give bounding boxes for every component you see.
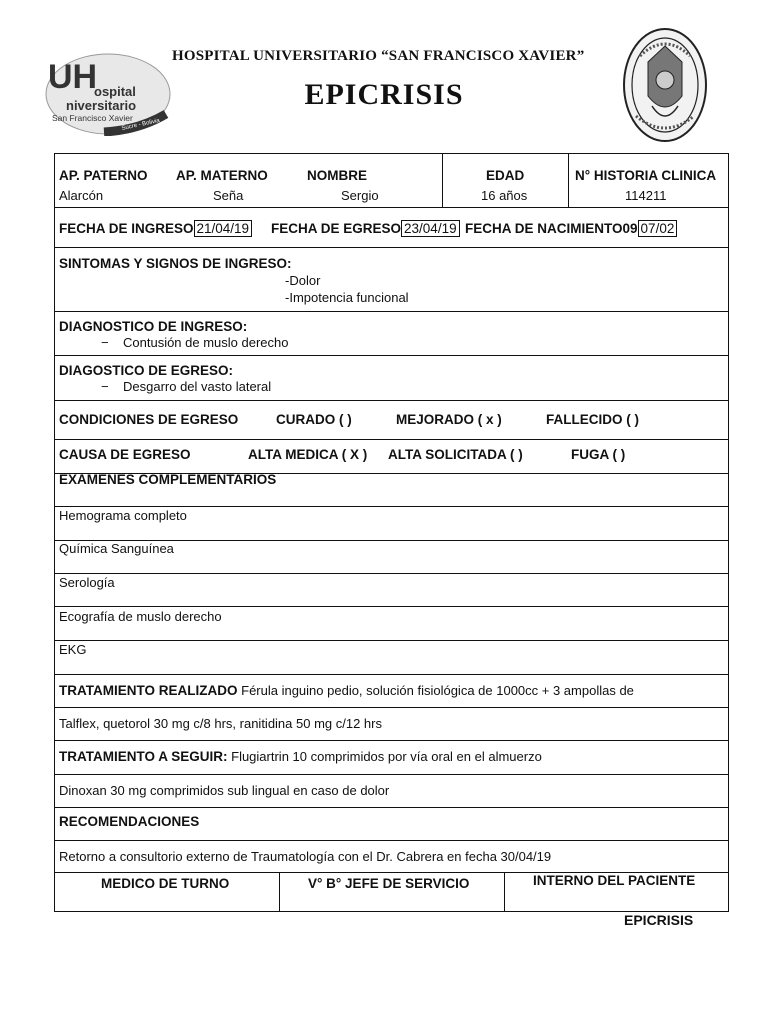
condiciones-label: CONDICIONES DE EGRESO xyxy=(59,412,239,427)
diagnostico-egreso-label: DIAGOSTICO DE EGRESO: xyxy=(59,363,234,378)
sintoma-item: -Dolor xyxy=(285,273,321,288)
condicion-curado: CURADO ( ) xyxy=(276,412,352,427)
logo-line3: San Francisco Xavier xyxy=(52,113,133,123)
causa-alta-medica: ALTA MEDICA ( X ) xyxy=(248,447,368,462)
logo-ribbon: Sucre - Bolivia xyxy=(121,118,161,132)
logo-letters: UH xyxy=(48,58,98,96)
fecha-ingreso-label: FECHA DE INGRESO xyxy=(59,221,194,236)
tratamiento-seguir-row xyxy=(59,749,542,764)
examenes-label: EXAMENES COMPLEMENTARIOS xyxy=(59,472,277,487)
diagnostico-ingreso-label: DIAGNOSTICO DE INGRESO: xyxy=(59,319,248,334)
recomendaciones-text: Retorno a consultorio externo de Traumatología con el Dr. Cabrera en fecha 30/04/19 xyxy=(59,849,552,864)
ap-paterno-value: Alarcón xyxy=(59,188,104,203)
examen-item: Serología xyxy=(59,575,115,590)
historia-value: 114211 xyxy=(625,188,667,203)
historia-label: N° HISTORIA CLINICA xyxy=(575,168,717,183)
fecha-egreso-label: FECHA DE EGRESO xyxy=(271,221,402,236)
sintomas-label: SINTOMAS Y SIGNOS DE INGRESO: xyxy=(59,256,292,271)
edad-label: EDAD xyxy=(486,168,525,183)
tratamiento-realizado-label: TRATAMIENTO REALIZADO xyxy=(59,683,238,698)
condicion-fallecido: FALLECIDO ( ) xyxy=(546,412,639,427)
diagnostico-egreso-bullet: − xyxy=(101,379,109,394)
nombre-value: Sergio xyxy=(341,188,379,203)
sintoma-item: -Impotencia funcional xyxy=(285,290,409,305)
diagnostico-ingreso-bullet: − xyxy=(101,335,109,350)
examen-item: Ecografía de muslo derecho xyxy=(59,609,222,624)
examen-item: Química Sanguínea xyxy=(59,541,174,556)
tratamiento-seguir-line1: Flugiartrin 10 comprimidos por vía oral en el almuerzo xyxy=(231,749,542,764)
fecha-ingreso-row xyxy=(59,221,252,236)
causa-alta-solicitada: ALTA SOLICITADA ( ) xyxy=(388,447,523,462)
firma-interno: INTERNO DEL PACIENTE xyxy=(533,873,696,888)
edad-value: 16 años xyxy=(481,188,528,203)
tratamiento-realizado-row xyxy=(59,683,634,698)
tratamiento-realizado-line2: Talflex, quetorol 30 mg c/8 hrs, ranitidina 50 mg c/12 hrs xyxy=(59,716,382,731)
firma-medico-turno: MEDICO DE TURNO xyxy=(101,876,230,891)
examen-item: Hemograma completo xyxy=(59,508,187,523)
tratamiento-seguir-line2: Dinoxan 30 mg comprimidos sub lingual en caso de dolor xyxy=(59,783,390,798)
logo-line1: ospital xyxy=(94,84,136,99)
logo-line2: niversitario xyxy=(66,98,137,113)
document-title: EPICRISIS xyxy=(304,78,464,111)
fecha-nacimiento-value: 07/02 xyxy=(638,220,678,237)
causa-fuga: FUGA ( ) xyxy=(571,447,626,462)
fecha-nacimiento-label: FECHA DE NACIMIENTO xyxy=(465,221,623,236)
fecha-nacimiento-prefix: 09 xyxy=(622,221,638,236)
ap-materno-value: Seña xyxy=(213,188,244,203)
fecha-nacimiento-row xyxy=(465,221,677,236)
tratamiento-realizado-line1: Férula inguino pedio, solución fisiológica de 1000cc + 3 ampollas de xyxy=(241,683,634,698)
fecha-ingreso-value: 21/04/19 xyxy=(194,220,253,237)
recomendaciones-label: RECOMENDACIONES xyxy=(59,814,200,829)
nombre-label: NOMBRE xyxy=(307,168,367,183)
tratamiento-seguir-label: TRATAMIENTO A SEGUIR: xyxy=(59,749,228,764)
epicrisis-form xyxy=(54,153,729,912)
diagnostico-egreso-item: Desgarro del vasto lateral xyxy=(123,379,272,394)
condicion-mejorado: MEJORADO ( x ) xyxy=(396,412,502,427)
ap-paterno-label: AP. PATERNO xyxy=(59,168,148,183)
firma-jefe-servicio: V° B° JEFE DE SERVICIO xyxy=(308,876,470,891)
ap-materno-label: AP. MATERNO xyxy=(176,168,268,183)
examen-item: EKG xyxy=(59,642,87,657)
causa-label: CAUSA DE EGRESO xyxy=(59,447,191,462)
footer-label: EPICRISIS xyxy=(624,912,694,928)
diagnostico-ingreso-item: Contusión de muslo derecho xyxy=(123,335,289,350)
university-seal-icon xyxy=(622,26,708,144)
fecha-egreso-row xyxy=(271,221,460,236)
hospital-name: HOSPITAL UNIVERSITARIO “SAN FRANCISCO XAVIER” xyxy=(172,48,585,64)
fecha-egreso-value: 23/04/19 xyxy=(401,220,460,237)
